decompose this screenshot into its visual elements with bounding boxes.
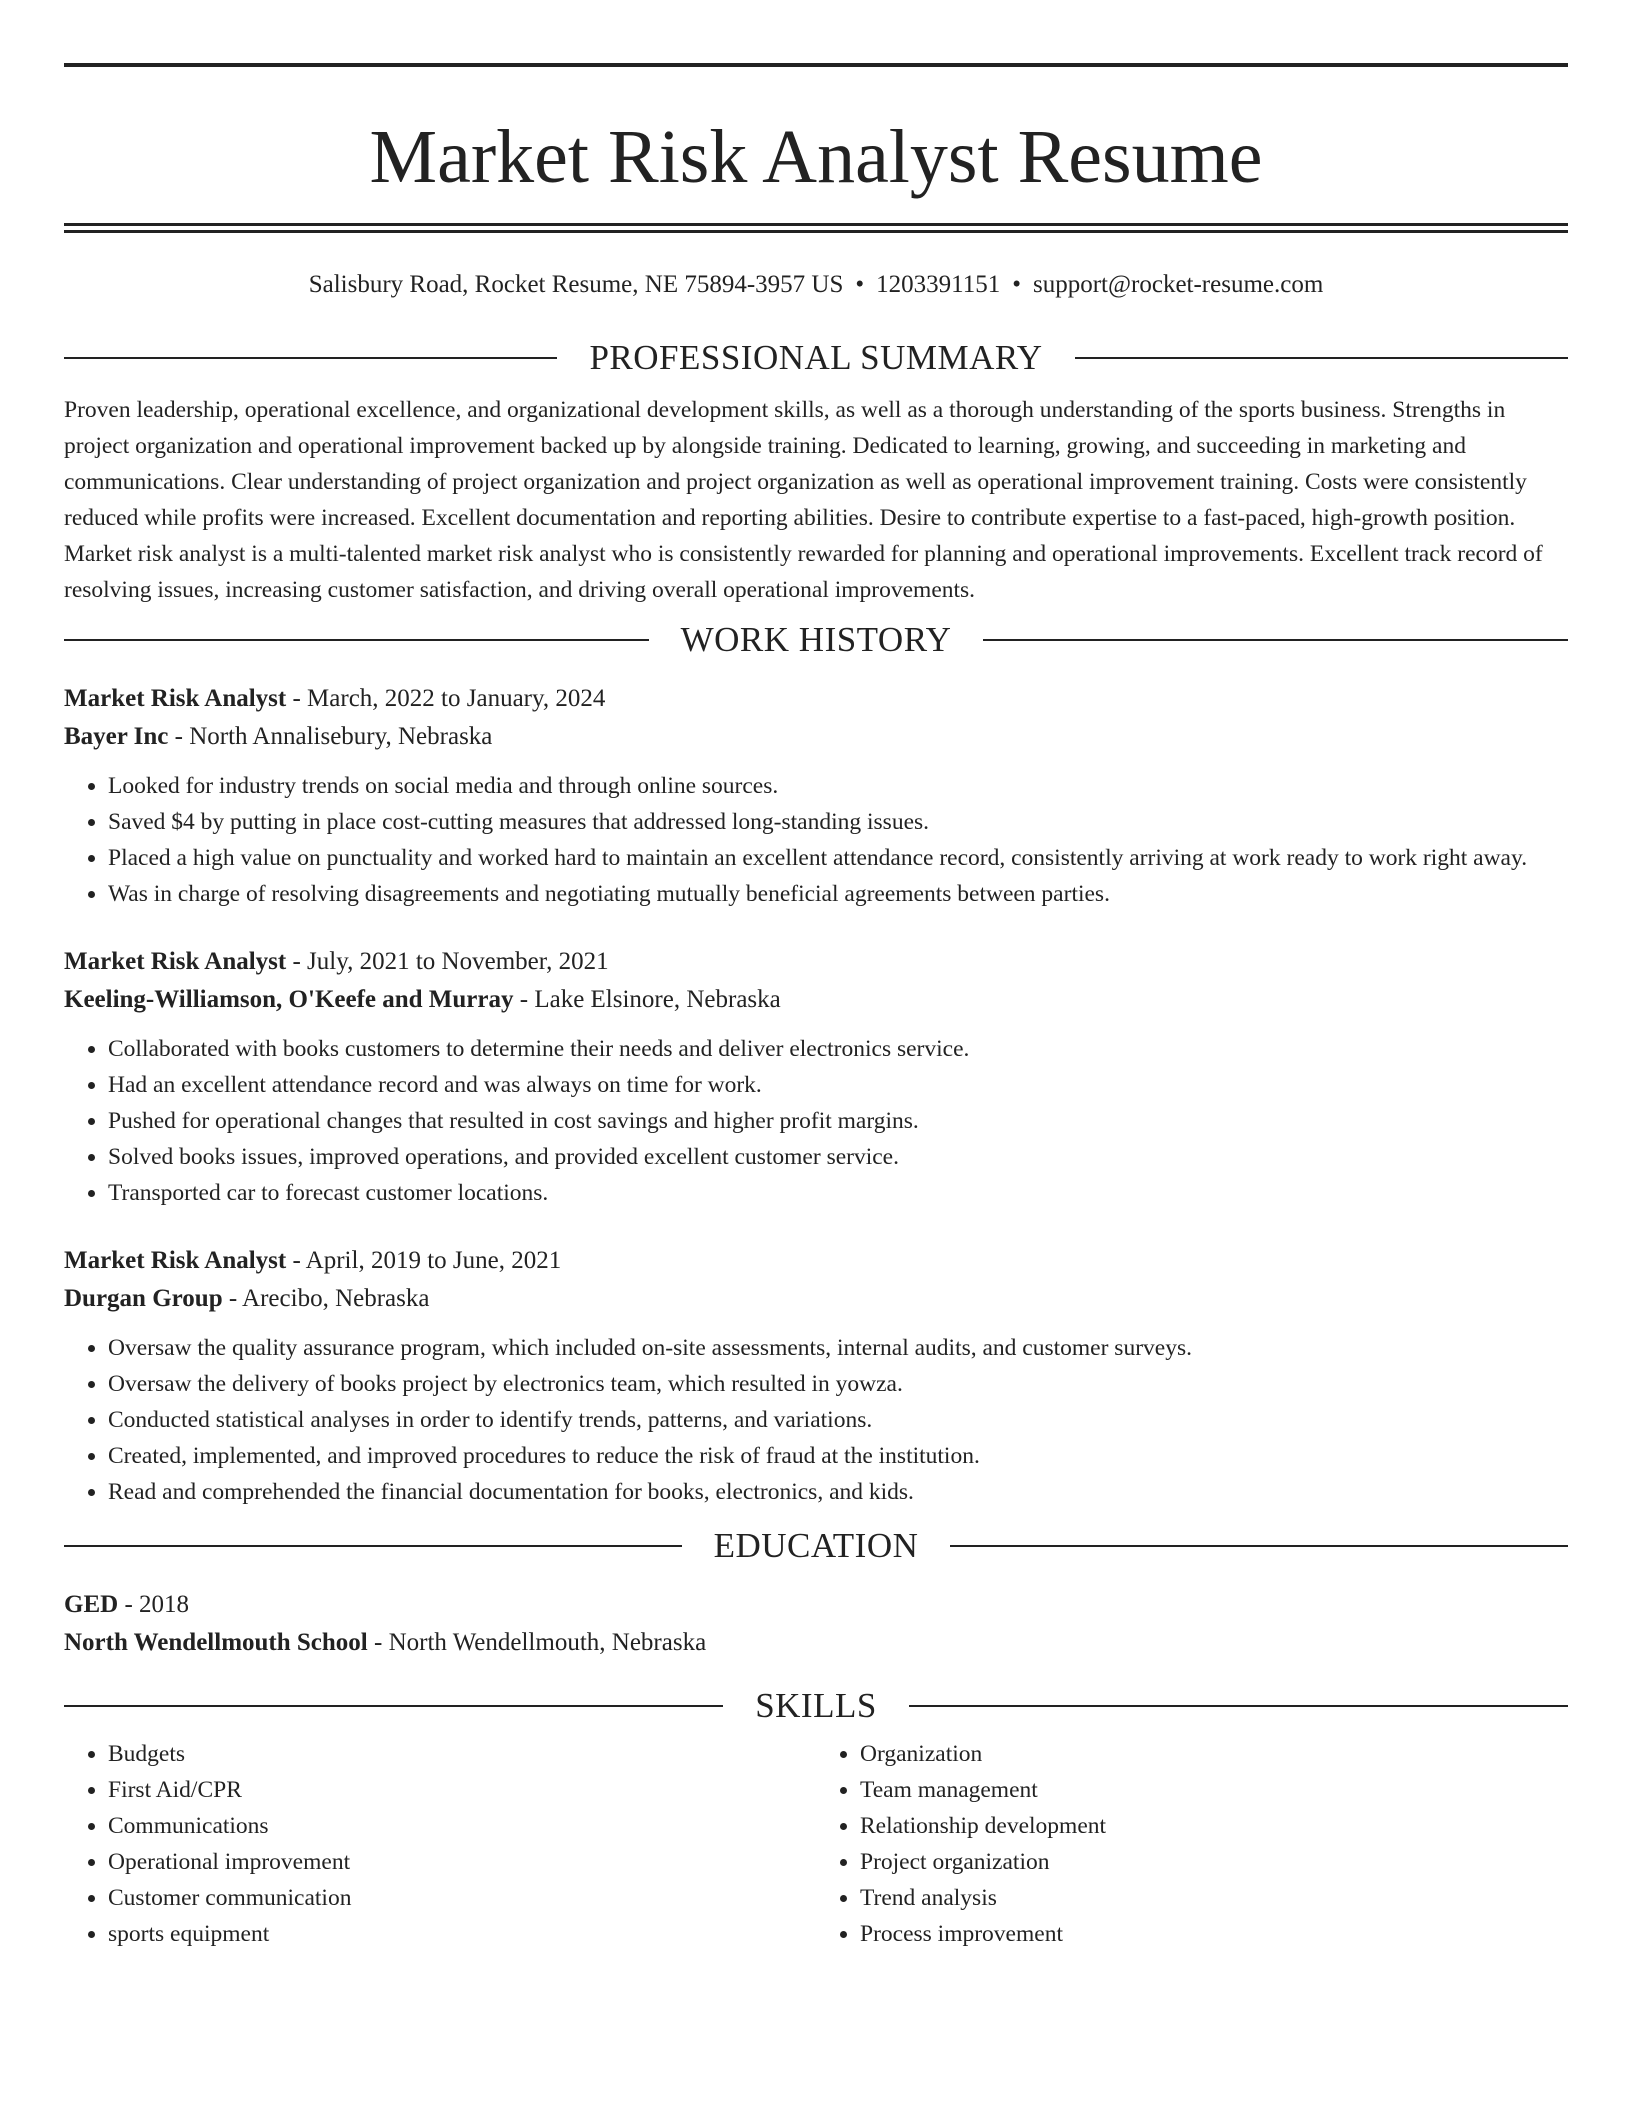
section-rule bbox=[64, 1545, 682, 1547]
contact-separator: • bbox=[1012, 271, 1021, 298]
section-title-summary: PROFESSIONAL SUMMARY bbox=[589, 338, 1043, 377]
job-bullet: • Conducted statistical analyses in order to identify trends, patterns, and variations. bbox=[108, 1402, 1568, 1438]
job-company: Bayer Inc bbox=[64, 723, 169, 750]
job-entry bbox=[64, 1242, 1568, 1510]
section-rule bbox=[1075, 357, 1568, 359]
job-bullet: • Looked for industry trends on social media and through online sources. bbox=[108, 768, 1568, 804]
contact-email[interactable]: support@rocket-resume.com bbox=[1033, 271, 1324, 298]
job-title: Market Risk Analyst bbox=[64, 1247, 287, 1274]
job-title: Market Risk Analyst bbox=[64, 685, 287, 712]
section-title-education: EDUCATION bbox=[713, 1526, 919, 1565]
job-location: - North Annalisebury, Nebraska bbox=[168, 723, 493, 750]
section-rule bbox=[64, 357, 557, 359]
job-company: Keeling-Williamson, O'Keefe and Murray bbox=[64, 986, 514, 1013]
skill-item: • sports equipment bbox=[108, 1916, 816, 1952]
job-title-line bbox=[64, 943, 1568, 981]
section-rule bbox=[950, 1545, 1568, 1547]
section-header-skills bbox=[64, 1684, 1568, 1728]
skill-item: • Team management bbox=[860, 1772, 1568, 1808]
job-bullet: • Collaborated with books customers to determine their needs and deliver electronics service. bbox=[108, 1031, 1568, 1067]
education-location: - North Wendellmouth, Nebraska bbox=[367, 1629, 707, 1656]
education-degree-line bbox=[64, 1586, 1568, 1624]
skill-item: • Process improvement bbox=[860, 1916, 1568, 1952]
skill-item: • Budgets bbox=[108, 1736, 816, 1772]
job-bullet: • Created, implemented, and improved procedures to reduce the risk of fraud at the institution. bbox=[108, 1438, 1568, 1474]
job-bullet: • Pushed for operational changes that resulted in cost savings and higher profit margins. bbox=[108, 1103, 1568, 1139]
contact-phone: 1203391151 bbox=[876, 271, 1001, 298]
section-header-education bbox=[64, 1524, 1568, 1568]
contact-address: Salisbury Road, Rocket Resume, NE 75894-3957 US bbox=[308, 271, 844, 298]
summary-paragraph: Proven leadership, operational excellence, and organizational development skills, as well as a thorough understanding of the sports business. Strengths in project organization and operational improvement backed up by alongside training. Dedicated to learning, growing, and succeeding in marketing and communications. Clear understanding of project organization and project organization as well as operational improvement training. Costs were consistently reduced while profits were increased. Excellent documentation and reporting abilities. Desire to contribute expertise to a fast-paced, high-growth position. Market risk analyst is a multi-talented market risk analyst who is consistently rewarded for planning and operational improvements. Excellent track record of resolving issues, increasing customer satisfaction, and driving overall operational improvements. bbox=[64, 397, 1543, 603]
skill-item: • Project organization bbox=[860, 1844, 1568, 1880]
title-double-rule bbox=[64, 223, 1568, 233]
job-entry bbox=[64, 943, 1568, 1211]
section-header-work bbox=[64, 618, 1568, 662]
job-dates: - March, 2022 to January, 2024 bbox=[286, 685, 606, 712]
skill-item: • Organization bbox=[860, 1736, 1568, 1772]
job-location: - Arecibo, Nebraska bbox=[222, 1285, 430, 1312]
job-bullet: • Read and comprehended the financial documentation for books, electronics, and kids. bbox=[108, 1474, 1568, 1510]
skill-item: • Communications bbox=[108, 1808, 816, 1844]
job-title: Market Risk Analyst bbox=[64, 948, 287, 975]
job-entry bbox=[64, 680, 1568, 912]
education-degree: GED bbox=[64, 1591, 119, 1618]
resume-title: Market Risk Analyst Resume bbox=[369, 115, 1263, 199]
job-title-line bbox=[64, 1242, 1568, 1280]
skills-list-right bbox=[816, 1736, 1568, 1952]
job-company-line bbox=[64, 718, 1568, 756]
skill-item: • Relationship development bbox=[860, 1808, 1568, 1844]
education-school: North Wendellmouth School bbox=[64, 1629, 368, 1656]
skills-list-left bbox=[64, 1736, 816, 1952]
job-bullet: • Was in charge of resolving disagreements and negotiating mutually beneficial agreements between parties. bbox=[108, 876, 1568, 912]
job-bullet: • Placed a high value on punctuality and worked hard to maintain an excellent attendance record, consistently arriving at work ready to work right away. bbox=[108, 840, 1568, 876]
job-bullets bbox=[64, 768, 1568, 912]
job-bullets bbox=[64, 1330, 1568, 1510]
section-title-work: WORK HISTORY bbox=[680, 620, 952, 659]
top-rule bbox=[64, 63, 1568, 67]
job-title-line bbox=[64, 680, 1568, 718]
skill-item: • Operational improvement bbox=[108, 1844, 816, 1880]
skill-item: • Customer communication bbox=[108, 1880, 816, 1916]
job-bullets bbox=[64, 1031, 1568, 1211]
section-rule bbox=[909, 1705, 1568, 1707]
section-title-skills: SKILLS bbox=[755, 1686, 877, 1725]
skills-columns bbox=[64, 1736, 1568, 1952]
contact-line bbox=[64, 270, 1568, 300]
job-bullet: • Saved $4 by putting in place cost-cutting measures that addressed long-standing issues. bbox=[108, 804, 1568, 840]
contact-separator: • bbox=[855, 271, 865, 298]
job-bullet: • Transported car to forecast customer locations. bbox=[108, 1175, 1568, 1211]
education-year: - 2018 bbox=[118, 1591, 190, 1618]
job-bullet: • Oversaw the quality assurance program, which included on-site assessments, internal audits, and customer surveys. bbox=[108, 1330, 1568, 1366]
job-bullet: • Had an excellent attendance record and was always on time for work. bbox=[108, 1067, 1568, 1103]
job-company: Durgan Group bbox=[64, 1285, 223, 1312]
job-dates: - July, 2021 to November, 2021 bbox=[286, 948, 609, 975]
job-bullet: • Oversaw the delivery of books project by electronics team, which resulted in yowza. bbox=[108, 1366, 1568, 1402]
section-rule bbox=[983, 639, 1568, 641]
education-entry bbox=[64, 1586, 1568, 1662]
job-company-line bbox=[64, 1280, 1568, 1318]
job-bullet: • Solved books issues, improved operations, and provided excellent customer service. bbox=[108, 1139, 1568, 1175]
job-company-line bbox=[64, 981, 1568, 1019]
job-dates: - April, 2019 to June, 2021 bbox=[286, 1247, 562, 1274]
section-header-summary bbox=[64, 336, 1568, 380]
education-school-line bbox=[64, 1624, 1568, 1662]
skill-item: • Trend analysis bbox=[860, 1880, 1568, 1916]
section-rule bbox=[64, 1705, 723, 1707]
job-location: - Lake Elsinore, Nebraska bbox=[513, 986, 781, 1013]
section-rule bbox=[64, 639, 649, 641]
skill-item: • First Aid/CPR bbox=[108, 1772, 816, 1808]
